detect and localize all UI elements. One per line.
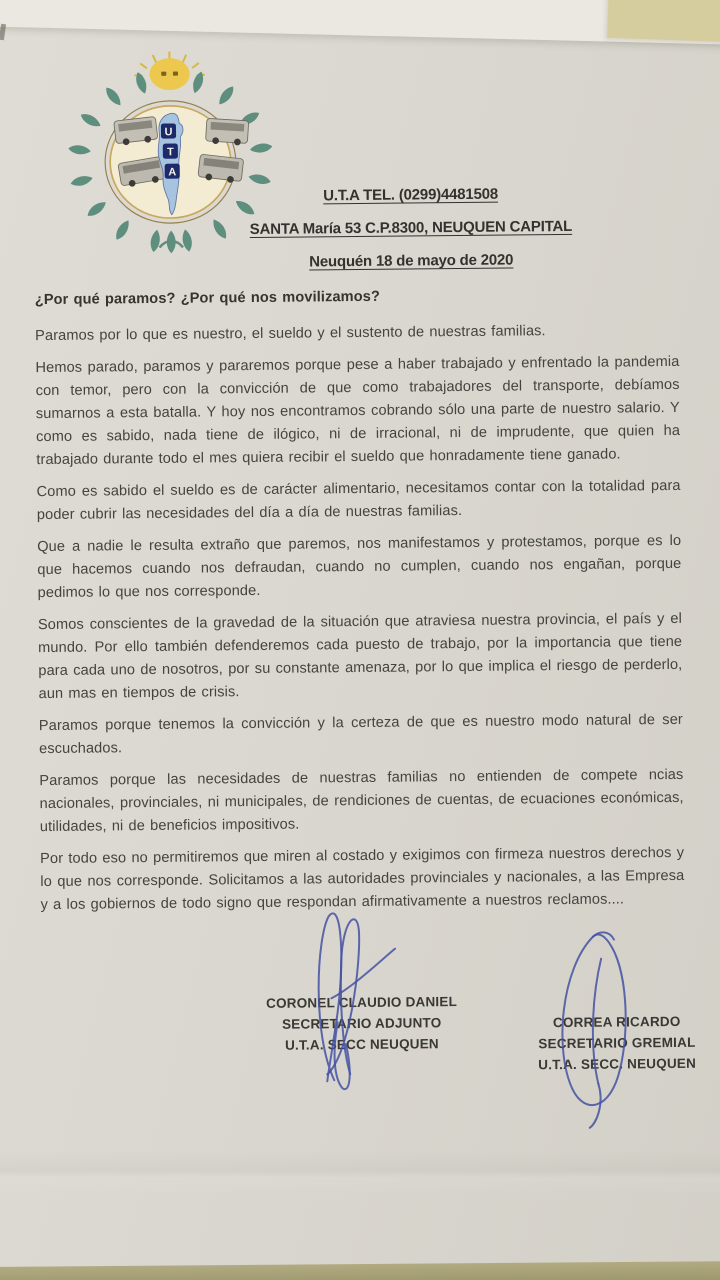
ink-signature-left-icon [271, 901, 423, 1097]
letter-paragraph-3: Como es sabido el sueldo es de carácter alimentario, necesitamos contar con la totalidad para poder cubrir las necesidades del día a día de nuestras familias. [36, 477, 681, 524]
uta-logo-icon [60, 49, 280, 257]
logo-letter-a: A [168, 166, 177, 179]
letter-title: ¿Por qué paramos? ¿Por qué nos movilizamos? [34, 288, 381, 309]
header-date-line: Neuquén 18 de mayo de 2020 [309, 251, 514, 271]
letter-paragraph-5: Somos conscientes de la gravedad de la situación que atraviesa nuestra provincia, el país y el mundo. Por ello también defenderemos cada puesto de trabajo, por la importancia que tiene para cada uno de nosotros, por su constante amenaza, por lo que implica el riesgo de perderlo, aun mas en tiempos de crisis. [37, 610, 683, 703]
letter-paragraph-4: Que a nadie le resulta extraño que paremos, nos manifestamos y protestamos, porque es lo que hacemos cuando nos defraudan, cuando no cumplen, cuando nos engañan, porque pedimos lo que nos corresponde. [37, 532, 682, 602]
letter-header [249, 184, 572, 286]
header-address-line: SANTA María 53 C.P.8300, NEUQUEN CAPITAL [249, 217, 573, 239]
letter-paragraph-6: Paramos porque tenemos la convicción y la certeza de que es nuestro modo natural de ser escuchados. [38, 711, 683, 758]
signatory-role: SECRETARIO ADJUNTO [281, 1015, 442, 1032]
letter-paragraph-7: Paramos porque las necesidades de nuestras familias no entienden de compete ncias nacionales, provinciales, ni municipales, de rendiciones de cuentas, de ecuaciones económicas, utilidades, ni de beneficios impositivos. [39, 766, 684, 836]
letter-paragraph-8: Por todo eso no permitiremos que miren al costado y exigimos con firmeza nuestros derechos y lo que nos corresponde. Solicitamos a las autoridades provinciales y nacionales, a las Empresa y a los gobiernos de todo signo que respondan afirmativamente a nuestros reclamos.... [40, 844, 685, 914]
desk-edge [0, 1261, 720, 1280]
ink-signature-right-icon [531, 926, 673, 1132]
letter-paper [22, 31, 697, 1237]
signatory-name: CORREA RICARDO [552, 1013, 681, 1031]
header-contact-line: U.T.A TEL. (0299)4481508 [323, 185, 499, 205]
logo-letter-u: U [164, 126, 173, 139]
signatory-name: CORONEL CLAUDIO DANIEL [266, 994, 458, 1011]
signatory-org: U.T.A. SECC NEUQUEN [284, 1036, 439, 1053]
letter-paragraph-1: Paramos por lo que es nuestro, el sueldo y el sustento de nuestras familias. [35, 323, 546, 345]
photo-artifact [0, 24, 6, 41]
letter-body [35, 283, 685, 926]
logo-letter-t: T [166, 146, 174, 159]
signatory-org: U.T.A. SECC. NEUQUEN [538, 1055, 697, 1073]
letter-paragraph-2: Hemos parado, paramos y pararemos porque pese a haber trabajado y enfrentado la pandemia con temor, pero con la convicción de que como trabajadores del transporte, debíamos sumarnos a esta batalla. Y hoy nos encontramos cobrando sólo una parte de nuestro salario. Y como es sabido, nada tiene de ilógico, ni de irracional, ni de imprudente, que quien ha trabajado durante todo el mes quiera recibir el sueldo que honradamente tiene ganado. [35, 353, 681, 469]
signatory-role: SECRETARIO GREMIAL [538, 1034, 696, 1052]
